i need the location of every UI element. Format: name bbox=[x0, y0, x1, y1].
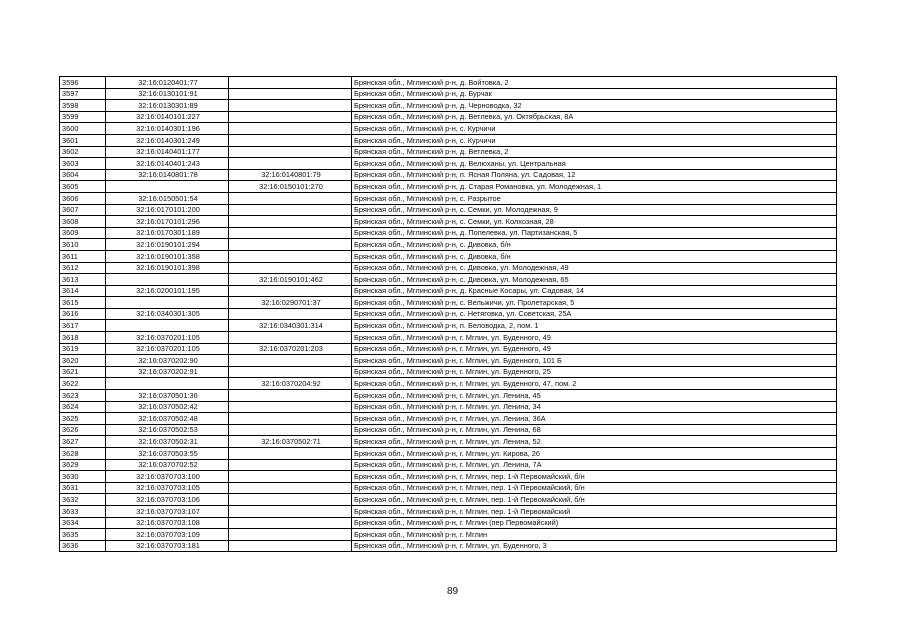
address-cell: Брянская обл., Мглинский р-н, г. Мглин, пер. 1-й Первомайский bbox=[352, 505, 837, 517]
cadastral-number-cell: 32:16:0370703:106 bbox=[106, 494, 229, 506]
row-number-cell: 3625 bbox=[60, 413, 106, 425]
row-number-cell: 3616 bbox=[60, 308, 106, 320]
secondary-cadastral-number-cell: 32:16:0370204:92 bbox=[229, 378, 352, 390]
address-cell: Брянская обл., Мглинский р-н, с. Дивовка, б/н bbox=[352, 250, 837, 262]
address-cell: Брянская обл., Мглинский р-н, г. Мглин, ул. Буденного, 47, пом. 2 bbox=[352, 378, 837, 390]
table-row bbox=[60, 366, 837, 378]
cadastral-number-cell: 32:16:0370703:109 bbox=[106, 529, 229, 541]
address-cell: Брянская обл., Мглинский р-н, г. Мглин, ул. Ленина, 45 bbox=[352, 390, 837, 402]
cadastral-number-cell: 32:16:0170101:200 bbox=[106, 204, 229, 216]
row-number-cell: 3597 bbox=[60, 88, 106, 100]
row-number-cell: 3620 bbox=[60, 355, 106, 367]
secondary-cadastral-number-cell bbox=[229, 308, 352, 320]
cadastral-number-cell: 32:16:0120401:77 bbox=[106, 77, 229, 89]
table-row bbox=[60, 181, 837, 193]
table-row bbox=[60, 146, 837, 158]
row-number-cell: 3602 bbox=[60, 146, 106, 158]
table-row bbox=[60, 285, 837, 297]
address-cell: Брянская обл., Мглинский р-н, г. Мглин, ул. Буденного, 3 bbox=[352, 540, 837, 552]
address-cell: Брянская обл., Мглинский р-н, д. Красные Косары, ул. Садовая, 14 bbox=[352, 285, 837, 297]
cadastral-number-cell: 32:16:0370702:52 bbox=[106, 459, 229, 471]
cadastral-number-cell: 32:16:0140301:196 bbox=[106, 123, 229, 135]
cadastral-number-cell: 32:16:0370703:105 bbox=[106, 482, 229, 494]
address-cell: Брянская обл., Мглинский р-н, п. Беловодка, 2, пом. 1 bbox=[352, 320, 837, 332]
cadastral-number-cell: 32:16:0170101:296 bbox=[106, 216, 229, 228]
secondary-cadastral-number-cell bbox=[229, 111, 352, 123]
cadastral-number-cell: 32:16:0190101:358 bbox=[106, 250, 229, 262]
address-cell: Брянская обл., Мглинский р-н, с. Вельжичи, ул. Пролетарская, 5 bbox=[352, 297, 837, 309]
table-row bbox=[60, 343, 837, 355]
row-number-cell: 3609 bbox=[60, 227, 106, 239]
row-number-cell: 3600 bbox=[60, 123, 106, 135]
row-number-cell: 3607 bbox=[60, 204, 106, 216]
cadastral-number-cell bbox=[106, 320, 229, 332]
table-row bbox=[60, 424, 837, 436]
secondary-cadastral-number-cell bbox=[229, 192, 352, 204]
secondary-cadastral-number-cell bbox=[229, 482, 352, 494]
row-number-cell: 3605 bbox=[60, 181, 106, 193]
row-number-cell: 3610 bbox=[60, 239, 106, 251]
secondary-cadastral-number-cell bbox=[229, 529, 352, 541]
table-row bbox=[60, 471, 837, 483]
address-cell: Брянская обл., Мглинский р-н, г. Мглин (пер Первомайский) bbox=[352, 517, 837, 529]
address-cell: Брянская обл., Мглинский р-н, с. Курчичи bbox=[352, 134, 837, 146]
address-cell: Брянская обл., Мглинский р-н, г. Мглин, ул. Ленина, 52 bbox=[352, 436, 837, 448]
row-number-cell: 3624 bbox=[60, 401, 106, 413]
secondary-cadastral-number-cell bbox=[229, 262, 352, 274]
secondary-cadastral-number-cell bbox=[229, 517, 352, 529]
table-row bbox=[60, 436, 837, 448]
secondary-cadastral-number-cell bbox=[229, 239, 352, 251]
secondary-cadastral-number-cell bbox=[229, 204, 352, 216]
address-cell: Брянская обл., Мглинский р-н, с. Семки, ул. Колхозная, 28 bbox=[352, 216, 837, 228]
cadastral-number-cell: 32:16:0370202:91 bbox=[106, 366, 229, 378]
row-number-cell: 3622 bbox=[60, 378, 106, 390]
table-row bbox=[60, 448, 837, 460]
row-number-cell: 3599 bbox=[60, 111, 106, 123]
cadastral-number-cell: 32:16:0130101:91 bbox=[106, 88, 229, 100]
cadastral-number-cell bbox=[106, 274, 229, 286]
row-number-cell: 3630 bbox=[60, 471, 106, 483]
table-row bbox=[60, 169, 837, 181]
secondary-cadastral-number-cell bbox=[229, 88, 352, 100]
secondary-cadastral-number-cell bbox=[229, 459, 352, 471]
table-row bbox=[60, 100, 837, 112]
address-cell: Брянская обл., Мглинский р-н, г. Мглин, ул. Кирова, 26 bbox=[352, 448, 837, 460]
table-row bbox=[60, 111, 837, 123]
table-row bbox=[60, 250, 837, 262]
address-cell: Брянская обл., Мглинский р-н, г. Мглин, пер. 1-й Первомайский, б/н bbox=[352, 471, 837, 483]
row-number-cell: 3606 bbox=[60, 192, 106, 204]
secondary-cadastral-number-cell bbox=[229, 332, 352, 344]
cadastral-number-cell: 32:16:0370703:107 bbox=[106, 505, 229, 517]
cadastral-number-cell: 32:16:0190101:294 bbox=[106, 239, 229, 251]
row-number-cell: 3603 bbox=[60, 158, 106, 170]
cadastral-number-cell: 32:16:0370703:108 bbox=[106, 517, 229, 529]
row-number-cell: 3632 bbox=[60, 494, 106, 506]
property-registry-table bbox=[59, 76, 837, 552]
row-number-cell: 3633 bbox=[60, 505, 106, 517]
table-row bbox=[60, 540, 837, 552]
row-number-cell: 3629 bbox=[60, 459, 106, 471]
cadastral-number-cell: 32:16:0370201:105 bbox=[106, 332, 229, 344]
address-cell: Брянская обл., Мглинский р-н, д. Ветлевка, 2 bbox=[352, 146, 837, 158]
secondary-cadastral-number-cell bbox=[229, 366, 352, 378]
secondary-cadastral-number-cell bbox=[229, 134, 352, 146]
table-row bbox=[60, 332, 837, 344]
cadastral-number-cell: 32:16:0370703:181 bbox=[106, 540, 229, 552]
table-row bbox=[60, 123, 837, 135]
row-number-cell: 3614 bbox=[60, 285, 106, 297]
cadastral-number-cell: 32:16:0340301:305 bbox=[106, 308, 229, 320]
row-number-cell: 3636 bbox=[60, 540, 106, 552]
cadastral-number-cell: 32:16:0130301:89 bbox=[106, 100, 229, 112]
row-number-cell: 3615 bbox=[60, 297, 106, 309]
secondary-cadastral-number-cell bbox=[229, 390, 352, 402]
secondary-cadastral-number-cell: 32:16:0140801:79 bbox=[229, 169, 352, 181]
secondary-cadastral-number-cell: 32:16:0150101:270 bbox=[229, 181, 352, 193]
address-cell: Брянская обл., Мглинский р-н, с. Курчичи bbox=[352, 123, 837, 135]
address-cell: Брянская обл., Мглинский р-н, г. Мглин, ул. Буденного, 49 bbox=[352, 343, 837, 355]
secondary-cadastral-number-cell: 32:16:0370201:203 bbox=[229, 343, 352, 355]
row-number-cell: 3626 bbox=[60, 424, 106, 436]
row-number-cell: 3618 bbox=[60, 332, 106, 344]
row-number-cell: 3604 bbox=[60, 169, 106, 181]
address-cell: Брянская обл., Мглинский р-н, д. Велюханы, ул. Центральная bbox=[352, 158, 837, 170]
address-cell: Брянская обл., Мглинский р-н, г. Мглин, пер. 1-й Первомайский, б/н bbox=[352, 494, 837, 506]
address-cell: Брянская обл., Мглинский р-н, с. Разрытое bbox=[352, 192, 837, 204]
cadastral-number-cell: 32:16:0140301:249 bbox=[106, 134, 229, 146]
cadastral-number-cell: 32:16:0170301:189 bbox=[106, 227, 229, 239]
table-row bbox=[60, 494, 837, 506]
secondary-cadastral-number-cell bbox=[229, 158, 352, 170]
address-cell: Брянская обл., Мглинский р-н, д. Бурчак bbox=[352, 88, 837, 100]
secondary-cadastral-number-cell bbox=[229, 77, 352, 89]
address-cell: Брянская обл., Мглинский р-н, г. Мглин bbox=[352, 529, 837, 541]
cadastral-number-cell: 32:16:0370703:100 bbox=[106, 471, 229, 483]
row-number-cell: 3596 bbox=[60, 77, 106, 89]
cadastral-number-cell: 32:16:0370501:36 bbox=[106, 390, 229, 402]
table-row bbox=[60, 378, 837, 390]
table-row bbox=[60, 355, 837, 367]
address-cell: Брянская обл., Мглинский р-н, г. Мглин, ул. Ленина, 36А bbox=[352, 413, 837, 425]
table-row bbox=[60, 482, 837, 494]
address-cell: Брянская обл., Мглинский р-н, г. Мглин, ул. Ленина, 68 bbox=[352, 424, 837, 436]
table-row bbox=[60, 529, 837, 541]
secondary-cadastral-number-cell bbox=[229, 285, 352, 297]
address-cell: Брянская обл., Мглинский р-н, с. Дивовка, б/н bbox=[352, 239, 837, 251]
address-cell: Брянская обл., Мглинский р-н, д. Старая Романовка, ул. Молодежная, 1 bbox=[352, 181, 837, 193]
table-row bbox=[60, 77, 837, 89]
table-row bbox=[60, 262, 837, 274]
table-row bbox=[60, 413, 837, 425]
row-number-cell: 3621 bbox=[60, 366, 106, 378]
secondary-cadastral-number-cell bbox=[229, 216, 352, 228]
secondary-cadastral-number-cell bbox=[229, 424, 352, 436]
row-number-cell: 3623 bbox=[60, 390, 106, 402]
row-number-cell: 3619 bbox=[60, 343, 106, 355]
secondary-cadastral-number-cell: 32:16:0290701:37 bbox=[229, 297, 352, 309]
row-number-cell: 3635 bbox=[60, 529, 106, 541]
secondary-cadastral-number-cell bbox=[229, 413, 352, 425]
address-cell: Брянская обл., Мглинский р-н, д. Попелевка, ул. Партизанская, 5 bbox=[352, 227, 837, 239]
row-number-cell: 3631 bbox=[60, 482, 106, 494]
secondary-cadastral-number-cell bbox=[229, 100, 352, 112]
registry-table-body bbox=[60, 77, 837, 552]
cadastral-number-cell: 32:16:0370201:105 bbox=[106, 343, 229, 355]
secondary-cadastral-number-cell bbox=[229, 146, 352, 158]
secondary-cadastral-number-cell bbox=[229, 227, 352, 239]
secondary-cadastral-number-cell: 32:16:0340301:314 bbox=[229, 320, 352, 332]
row-number-cell: 3634 bbox=[60, 517, 106, 529]
row-number-cell: 3598 bbox=[60, 100, 106, 112]
row-number-cell: 3608 bbox=[60, 216, 106, 228]
table-row bbox=[60, 390, 837, 402]
secondary-cadastral-number-cell bbox=[229, 471, 352, 483]
cadastral-number-cell bbox=[106, 378, 229, 390]
table-row bbox=[60, 297, 837, 309]
table-row bbox=[60, 505, 837, 517]
secondary-cadastral-number-cell: 32:16:0190101:462 bbox=[229, 274, 352, 286]
cadastral-number-cell: 32:16:0370502:42 bbox=[106, 401, 229, 413]
table-row bbox=[60, 517, 837, 529]
address-cell: Брянская обл., Мглинский р-н, г. Мглин, ул. Буденного, 101 Б bbox=[352, 355, 837, 367]
table-row bbox=[60, 192, 837, 204]
address-cell: Брянская обл., Мглинский р-н, с. Нетяговка, ул. Советская, 25А bbox=[352, 308, 837, 320]
cadastral-number-cell: 32:16:0190101:398 bbox=[106, 262, 229, 274]
table-row bbox=[60, 401, 837, 413]
table-row bbox=[60, 216, 837, 228]
cadastral-number-cell: 32:16:0370502:48 bbox=[106, 413, 229, 425]
table-row bbox=[60, 239, 837, 251]
secondary-cadastral-number-cell bbox=[229, 448, 352, 460]
cadastral-number-cell: 32:16:0370502:53 bbox=[106, 424, 229, 436]
row-number-cell: 3627 bbox=[60, 436, 106, 448]
cadastral-number-cell: 32:16:0200101:195 bbox=[106, 285, 229, 297]
cadastral-number-cell: 32:16:0140401:177 bbox=[106, 146, 229, 158]
cadastral-number-cell: 32:16:0370503:55 bbox=[106, 448, 229, 460]
address-cell: Брянская обл., Мглинский р-н, г. Мглин, ул. Ленина, 34 bbox=[352, 401, 837, 413]
row-number-cell: 3617 bbox=[60, 320, 106, 332]
address-cell: Брянская обл., Мглинский р-н, г. Мглин, ул. Ленина, 7А bbox=[352, 459, 837, 471]
address-cell: Брянская обл., Мглинский р-н, с. Дивовка, ул. Молодежная, 49 bbox=[352, 262, 837, 274]
address-cell: Брянская обл., Мглинский р-н, д. Ветлевка, ул. Октябрьская, 8А bbox=[352, 111, 837, 123]
secondary-cadastral-number-cell bbox=[229, 505, 352, 517]
cadastral-number-cell: 32:16:0140801:78 bbox=[106, 169, 229, 181]
address-cell: Брянская обл., Мглинский р-н, г. Мглин, ул. Буденного, 25 bbox=[352, 366, 837, 378]
page-number: 89 bbox=[446, 586, 459, 597]
secondary-cadastral-number-cell bbox=[229, 355, 352, 367]
cadastral-number-cell: 32:16:0370502:31 bbox=[106, 436, 229, 448]
address-cell: Брянская обл., Мглинский р-н, д. Черноводка, 32 bbox=[352, 100, 837, 112]
row-number-cell: 3612 bbox=[60, 262, 106, 274]
secondary-cadastral-number-cell bbox=[229, 123, 352, 135]
address-cell: Брянская обл., Мглинский р-н, с. Семки, ул. Молодежная, 9 bbox=[352, 204, 837, 216]
cadastral-number-cell bbox=[106, 181, 229, 193]
secondary-cadastral-number-cell bbox=[229, 250, 352, 262]
table-row bbox=[60, 88, 837, 100]
address-cell: Брянская обл., Мглинский р-н, г. Мглин, пер. 1-й Первомайский, б/н bbox=[352, 482, 837, 494]
table-row bbox=[60, 320, 837, 332]
row-number-cell: 3628 bbox=[60, 448, 106, 460]
table-row bbox=[60, 158, 837, 170]
cadastral-number-cell: 32:16:0140101:227 bbox=[106, 111, 229, 123]
cadastral-number-cell: 32:16:0150501:54 bbox=[106, 192, 229, 204]
address-cell: Брянская обл., Мглинский р-н, п. Ясная Поляна, ул. Садовая, 12 bbox=[352, 169, 837, 181]
table-row bbox=[60, 134, 837, 146]
table-row bbox=[60, 274, 837, 286]
row-number-cell: 3601 bbox=[60, 134, 106, 146]
secondary-cadastral-number-cell bbox=[229, 540, 352, 552]
table-row bbox=[60, 227, 837, 239]
secondary-cadastral-number-cell: 32:16:0370502:71 bbox=[229, 436, 352, 448]
row-number-cell: 3613 bbox=[60, 274, 106, 286]
secondary-cadastral-number-cell bbox=[229, 494, 352, 506]
cadastral-number-cell bbox=[106, 297, 229, 309]
table-row bbox=[60, 459, 837, 471]
table-row bbox=[60, 308, 837, 320]
cadastral-number-cell: 32:16:0140401:243 bbox=[106, 158, 229, 170]
cadastral-number-cell: 32:16:0370202:90 bbox=[106, 355, 229, 367]
secondary-cadastral-number-cell bbox=[229, 401, 352, 413]
address-cell: Брянская обл., Мглинский р-н, д. Войтовка, 2 bbox=[352, 77, 837, 89]
table-row bbox=[60, 204, 837, 216]
row-number-cell: 3611 bbox=[60, 250, 106, 262]
address-cell: Брянская обл., Мглинский р-н, г. Мглин, ул. Буденного, 49 bbox=[352, 332, 837, 344]
address-cell: Брянская обл., Мглинский р-н, с. Дивовка, ул. Молодежная, 65 bbox=[352, 274, 837, 286]
